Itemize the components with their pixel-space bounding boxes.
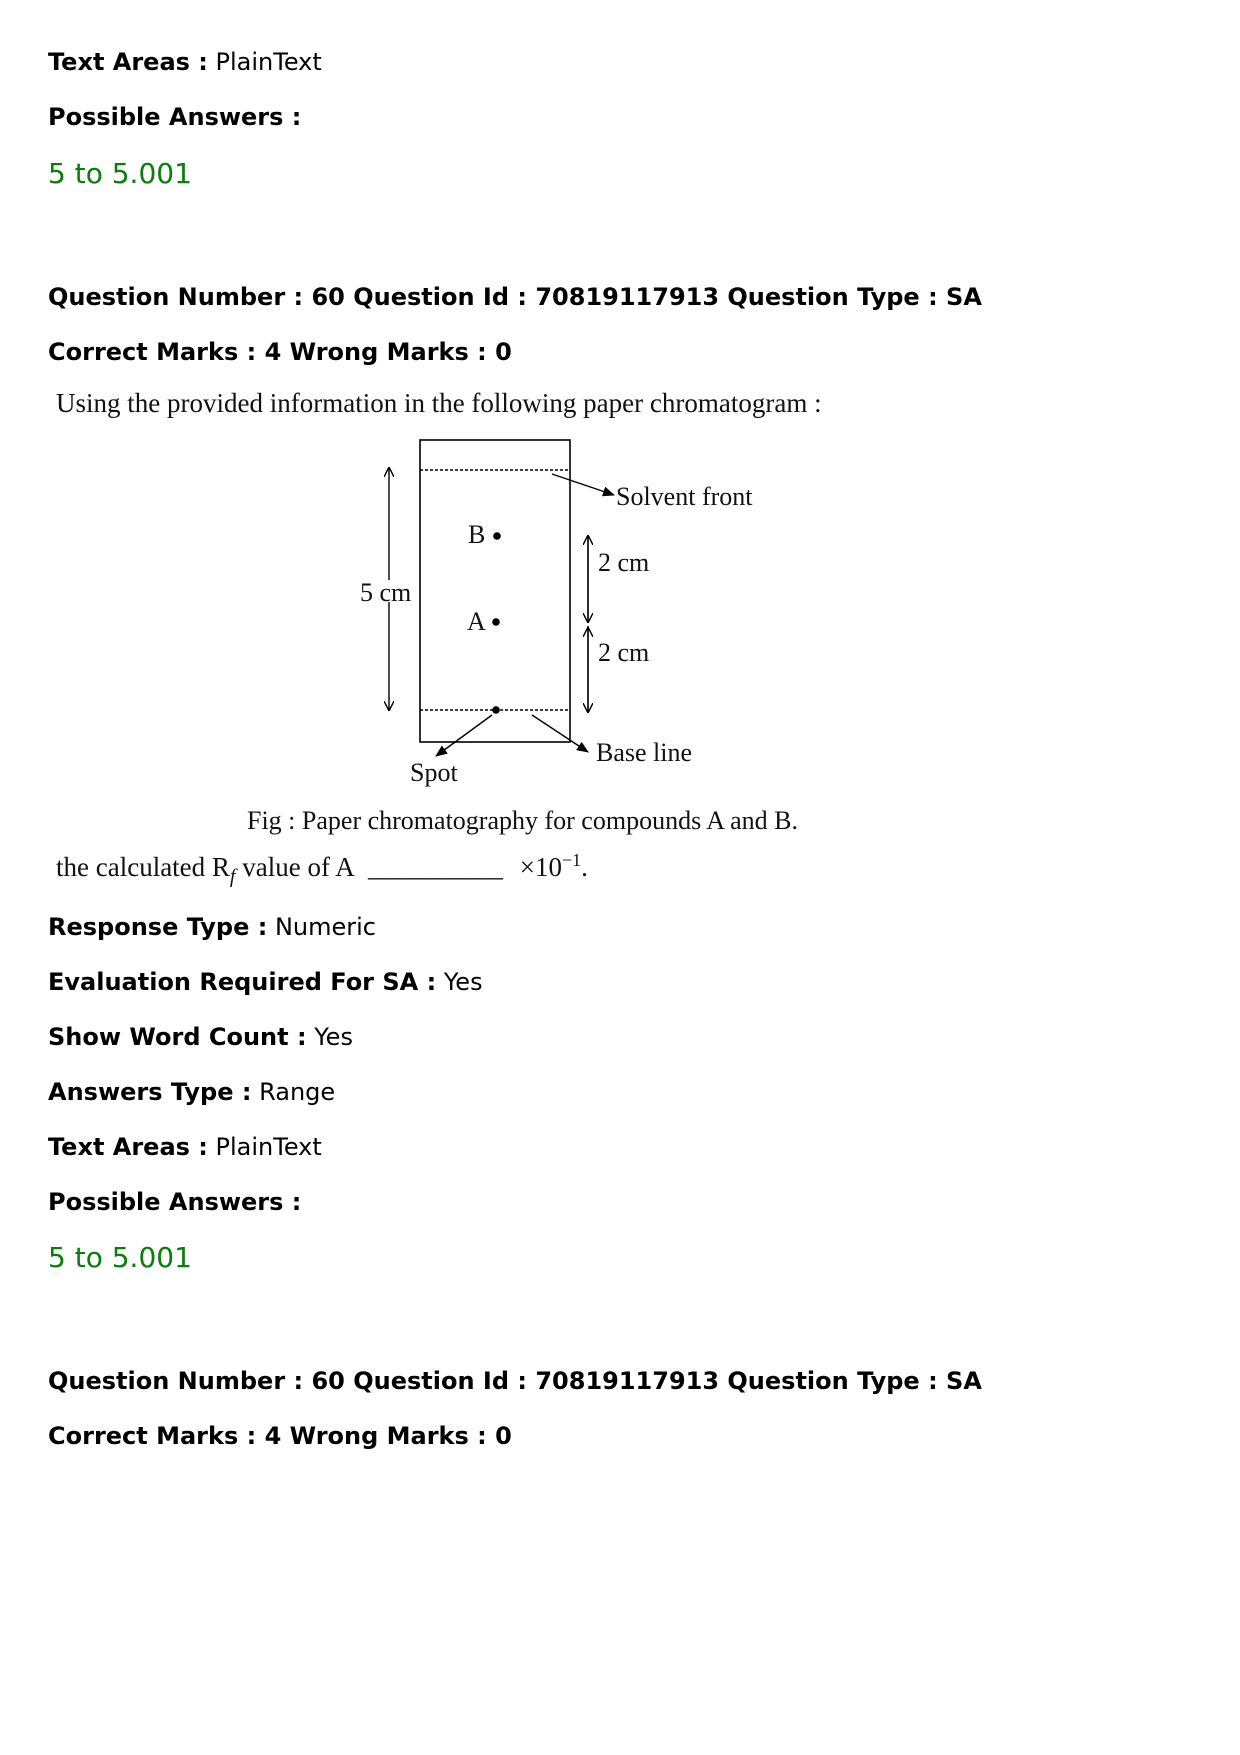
text-areas-label-2: Text Areas : <box>48 1133 208 1161</box>
word-count-row <box>48 1022 353 1052</box>
next-marks-row <box>48 1421 512 1451</box>
answers-type-label: Answers Type : <box>48 1078 252 1106</box>
next-wrong-marks-value: 0 <box>495 1422 512 1450</box>
prompt-exponent: −1 <box>561 850 582 870</box>
text-areas-value: PlainText <box>215 48 322 76</box>
question-number-value: 60 <box>311 283 345 311</box>
prompt-times: ×10 <box>519 852 562 882</box>
answers-type-value: Range <box>259 1078 336 1106</box>
next-question-header <box>48 1366 982 1396</box>
eval-required-label: Evaluation Required For SA : <box>48 968 437 996</box>
response-type-row <box>48 912 376 942</box>
question-id-label: Question Id : <box>353 283 527 311</box>
possible-answer-value-2: 5 to 5.001 <box>48 1241 192 1274</box>
question-type-label: Question Type : <box>727 283 938 311</box>
solvent-front-pointer <box>552 474 614 495</box>
prompt-subscript: f <box>229 865 236 888</box>
next-question-number-value: 60 <box>311 1367 345 1395</box>
total-distance-label: 5 cm <box>360 578 412 607</box>
possible-answers-label: Possible Answers : <box>48 103 302 131</box>
wrong-marks-label: Wrong Marks : <box>289 338 487 366</box>
text-areas-value-2: PlainText <box>215 1133 322 1161</box>
text-areas-row-2 <box>48 1132 322 1162</box>
question-prompt <box>56 844 588 892</box>
possible-answer-value: 5 to 5.001 <box>48 157 192 190</box>
next-correct-marks-label: Correct Marks : <box>48 1422 257 1450</box>
question-id-value: 70819117913 <box>535 283 720 311</box>
next-correct-marks-value: 4 <box>264 1422 282 1450</box>
origin-spot-dot <box>492 706 500 714</box>
correct-marks-value: 4 <box>264 338 282 366</box>
base-line-label: Base line <box>596 738 693 767</box>
spot-pointer <box>436 715 492 756</box>
prompt-mid: value of A <box>235 852 354 882</box>
next-question-type-value: SA <box>946 1367 982 1395</box>
question-number-label: Question Number : <box>48 283 304 311</box>
eval-required-value: Yes <box>443 968 483 996</box>
possible-answers-label-2: Possible Answers : <box>48 1188 302 1216</box>
dist-b-a-label: 2 cm <box>598 548 650 577</box>
next-wrong-marks-label: Wrong Marks : <box>289 1422 487 1450</box>
next-question-id-value: 70819117913 <box>535 1367 720 1395</box>
paper-strip <box>420 440 570 742</box>
spot-b-dot <box>493 532 501 540</box>
eval-required-row <box>48 967 483 997</box>
correct-marks-label: Correct Marks : <box>48 338 257 366</box>
text-areas-label: Text Areas : <box>48 48 208 76</box>
response-type-value: Numeric <box>274 913 376 941</box>
solvent-front-label: Solvent front <box>616 482 753 511</box>
spot-a-dot <box>492 618 500 626</box>
next-question-number-label: Question Number : <box>48 1367 304 1395</box>
word-count-label: Show Word Count : <box>48 1023 307 1051</box>
next-question-type-label: Question Type : <box>727 1367 938 1395</box>
wrong-marks-value: 0 <box>495 338 512 366</box>
spot-b-label: B <box>468 520 486 549</box>
dist-a-base-label: 2 cm <box>598 638 650 667</box>
figure-caption: Fig : Paper chromatography for compounds A and B. <box>247 806 798 835</box>
spot-a-label: A <box>467 607 486 636</box>
next-question-id-label: Question Id : <box>353 1367 527 1395</box>
question-type-value: SA <box>946 283 982 311</box>
answers-type-row <box>48 1077 335 1107</box>
word-count-value: Yes <box>314 1023 353 1051</box>
prompt-lead: the calculated R <box>56 852 230 882</box>
response-type-label: Response Type : <box>48 913 268 941</box>
prompt-end: . <box>581 852 588 882</box>
spot-label: Spot <box>410 758 458 787</box>
answer-blank: __________ <box>367 852 503 882</box>
question-intro: Using the provided information in the following paper chromatogram : <box>56 388 822 418</box>
base-line-pointer <box>532 715 588 752</box>
